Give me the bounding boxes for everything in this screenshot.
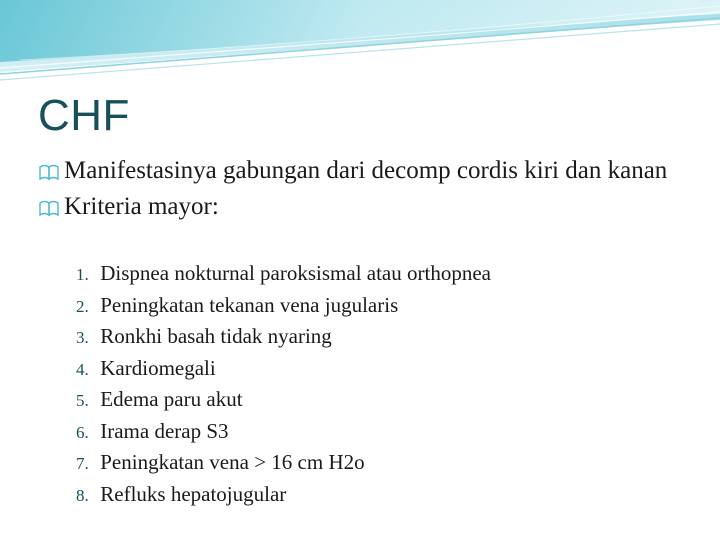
slide-title: CHF	[38, 91, 130, 140]
list-item	[76, 384, 696, 416]
list-text: Irama derap S3	[100, 418, 229, 443]
bullet-text: Kriteria mayor:	[64, 193, 219, 220]
bullet-text: Manifestasinya gabungan dari decomp cordis kiri dan kanan	[64, 157, 668, 184]
list-item	[76, 447, 696, 479]
list-number: 8.	[76, 485, 89, 505]
list-item	[76, 416, 696, 448]
book-icon	[39, 200, 59, 216]
list-item	[76, 353, 696, 385]
header-wave-band	[0, 0, 720, 90]
list-number: 5.	[76, 391, 89, 410]
list-text: Kardiomegali	[100, 355, 216, 380]
bullet-item	[36, 157, 706, 185]
list-text: Edema paru akut	[100, 387, 243, 411]
list-text: Ronkhi basah tidak nyaring	[100, 324, 332, 348]
list-text: Peningkatan vena > 16 cm H2o	[100, 450, 365, 474]
list-item	[76, 290, 696, 322]
list-number: 3.	[76, 328, 89, 347]
list-text: Dispnea nokturnal paroksismal atau orthopnea	[100, 261, 491, 285]
list-number: 4.	[76, 359, 89, 379]
list-item	[76, 479, 696, 511]
list-number: 7.	[76, 454, 89, 473]
list-number: 2.	[76, 296, 89, 316]
list-item	[76, 258, 696, 290]
book-icon	[39, 164, 59, 180]
list-number: 6.	[76, 422, 89, 442]
criteria-list	[76, 258, 696, 510]
list-item	[76, 321, 696, 353]
list-number: 1.	[76, 265, 89, 284]
list-text: Peningkatan tekanan vena jugularis	[100, 292, 399, 317]
bullet-item	[36, 193, 706, 221]
bullet-list	[36, 157, 706, 221]
list-text: Refluks hepatojugular	[100, 481, 287, 506]
